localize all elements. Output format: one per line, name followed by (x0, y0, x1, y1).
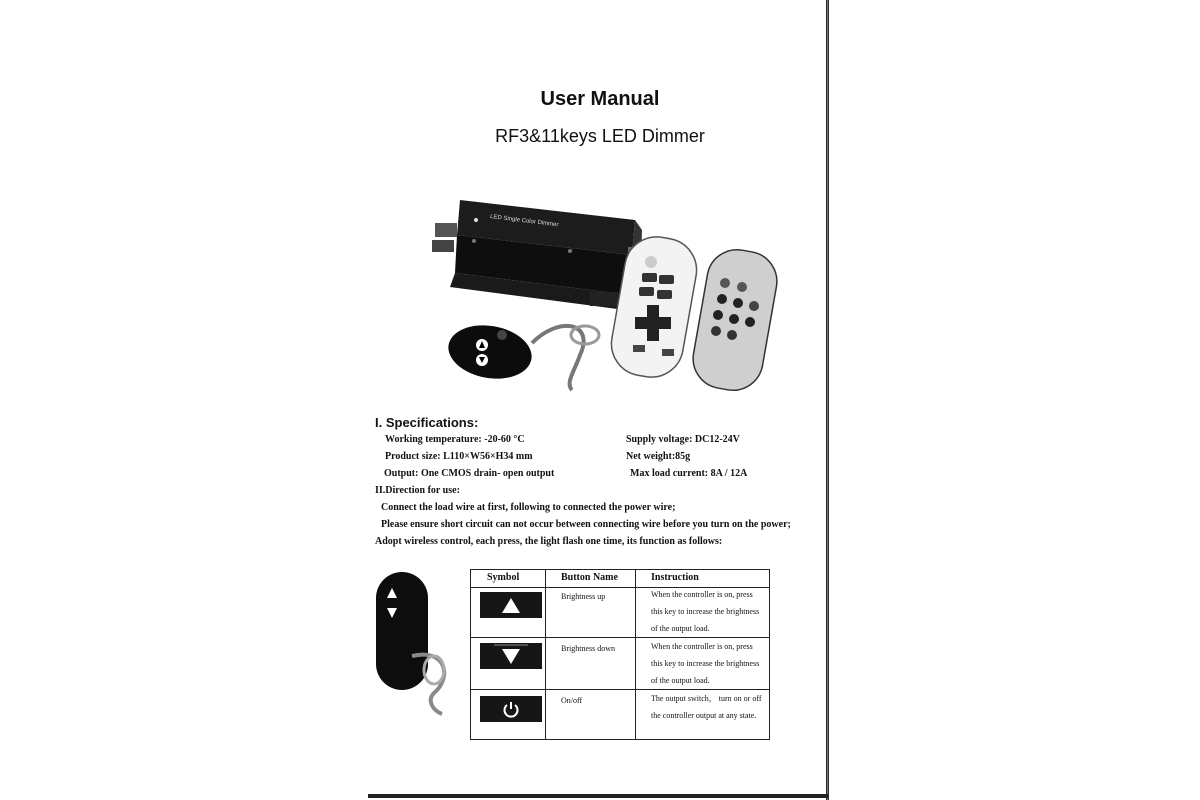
instruction-brightness-up: When the controller is on, press this key to increase the brightness of the output load. (651, 590, 760, 633)
spec-output: Output: One CMOS drain- open output (384, 468, 555, 479)
button-name-on-off: On/off (561, 696, 583, 705)
scan-margin (0, 0, 370, 800)
up-triangle-icon (480, 592, 542, 618)
product-photo (420, 195, 790, 395)
direction-heading: II.Direction for use: (375, 485, 460, 496)
button-name-brightness-up: Brightness up (561, 592, 606, 601)
direction-line-1: Connect the load wire at first, following to connected the power wire; (381, 502, 676, 513)
specifications-heading: I. Specifications: (375, 415, 479, 430)
remote-photo (372, 568, 462, 716)
instruction-on-off: The output switch， turn on or off the controller output at any state. (651, 694, 762, 720)
document-subtitle: RF3&11keys LED Dimmer (495, 126, 705, 146)
scan-edge-noise (827, 0, 828, 800)
spec-product-size: Product size: L110×W56×H34 mm (385, 451, 533, 462)
header-instruction: Instruction (651, 572, 699, 583)
power-icon (480, 696, 542, 722)
instruction-brightness-down: When the controller is on, press this key to increase the brightness of the output load. (651, 642, 760, 685)
down-triangle-icon (480, 643, 542, 669)
document-title: User Manual (540, 88, 660, 110)
header-button-name: Button Name (561, 572, 618, 583)
direction-line-3: Adopt wireless control, each press, the light flash one time, its function as follows: (375, 536, 723, 547)
function-table (470, 569, 770, 740)
spec-working-temperature: Working temperature: -20-60 °C (385, 434, 525, 445)
header-symbol: Symbol (487, 572, 520, 583)
spec-max-load-current: Max load current: 8A / 12A (630, 468, 748, 479)
spec-net-weight: Net weight:85g (626, 451, 691, 462)
page-bottom-edge (368, 794, 828, 798)
direction-line-2: Please ensure short circuit can not occur between connecting wire before you turn on the power; (381, 519, 791, 530)
spec-supply-voltage: Supply voltage: DC12-24V (626, 434, 740, 445)
button-name-brightness-down: Brightness down (561, 644, 615, 653)
product-label: LED Single Color Dimmer (489, 214, 559, 229)
